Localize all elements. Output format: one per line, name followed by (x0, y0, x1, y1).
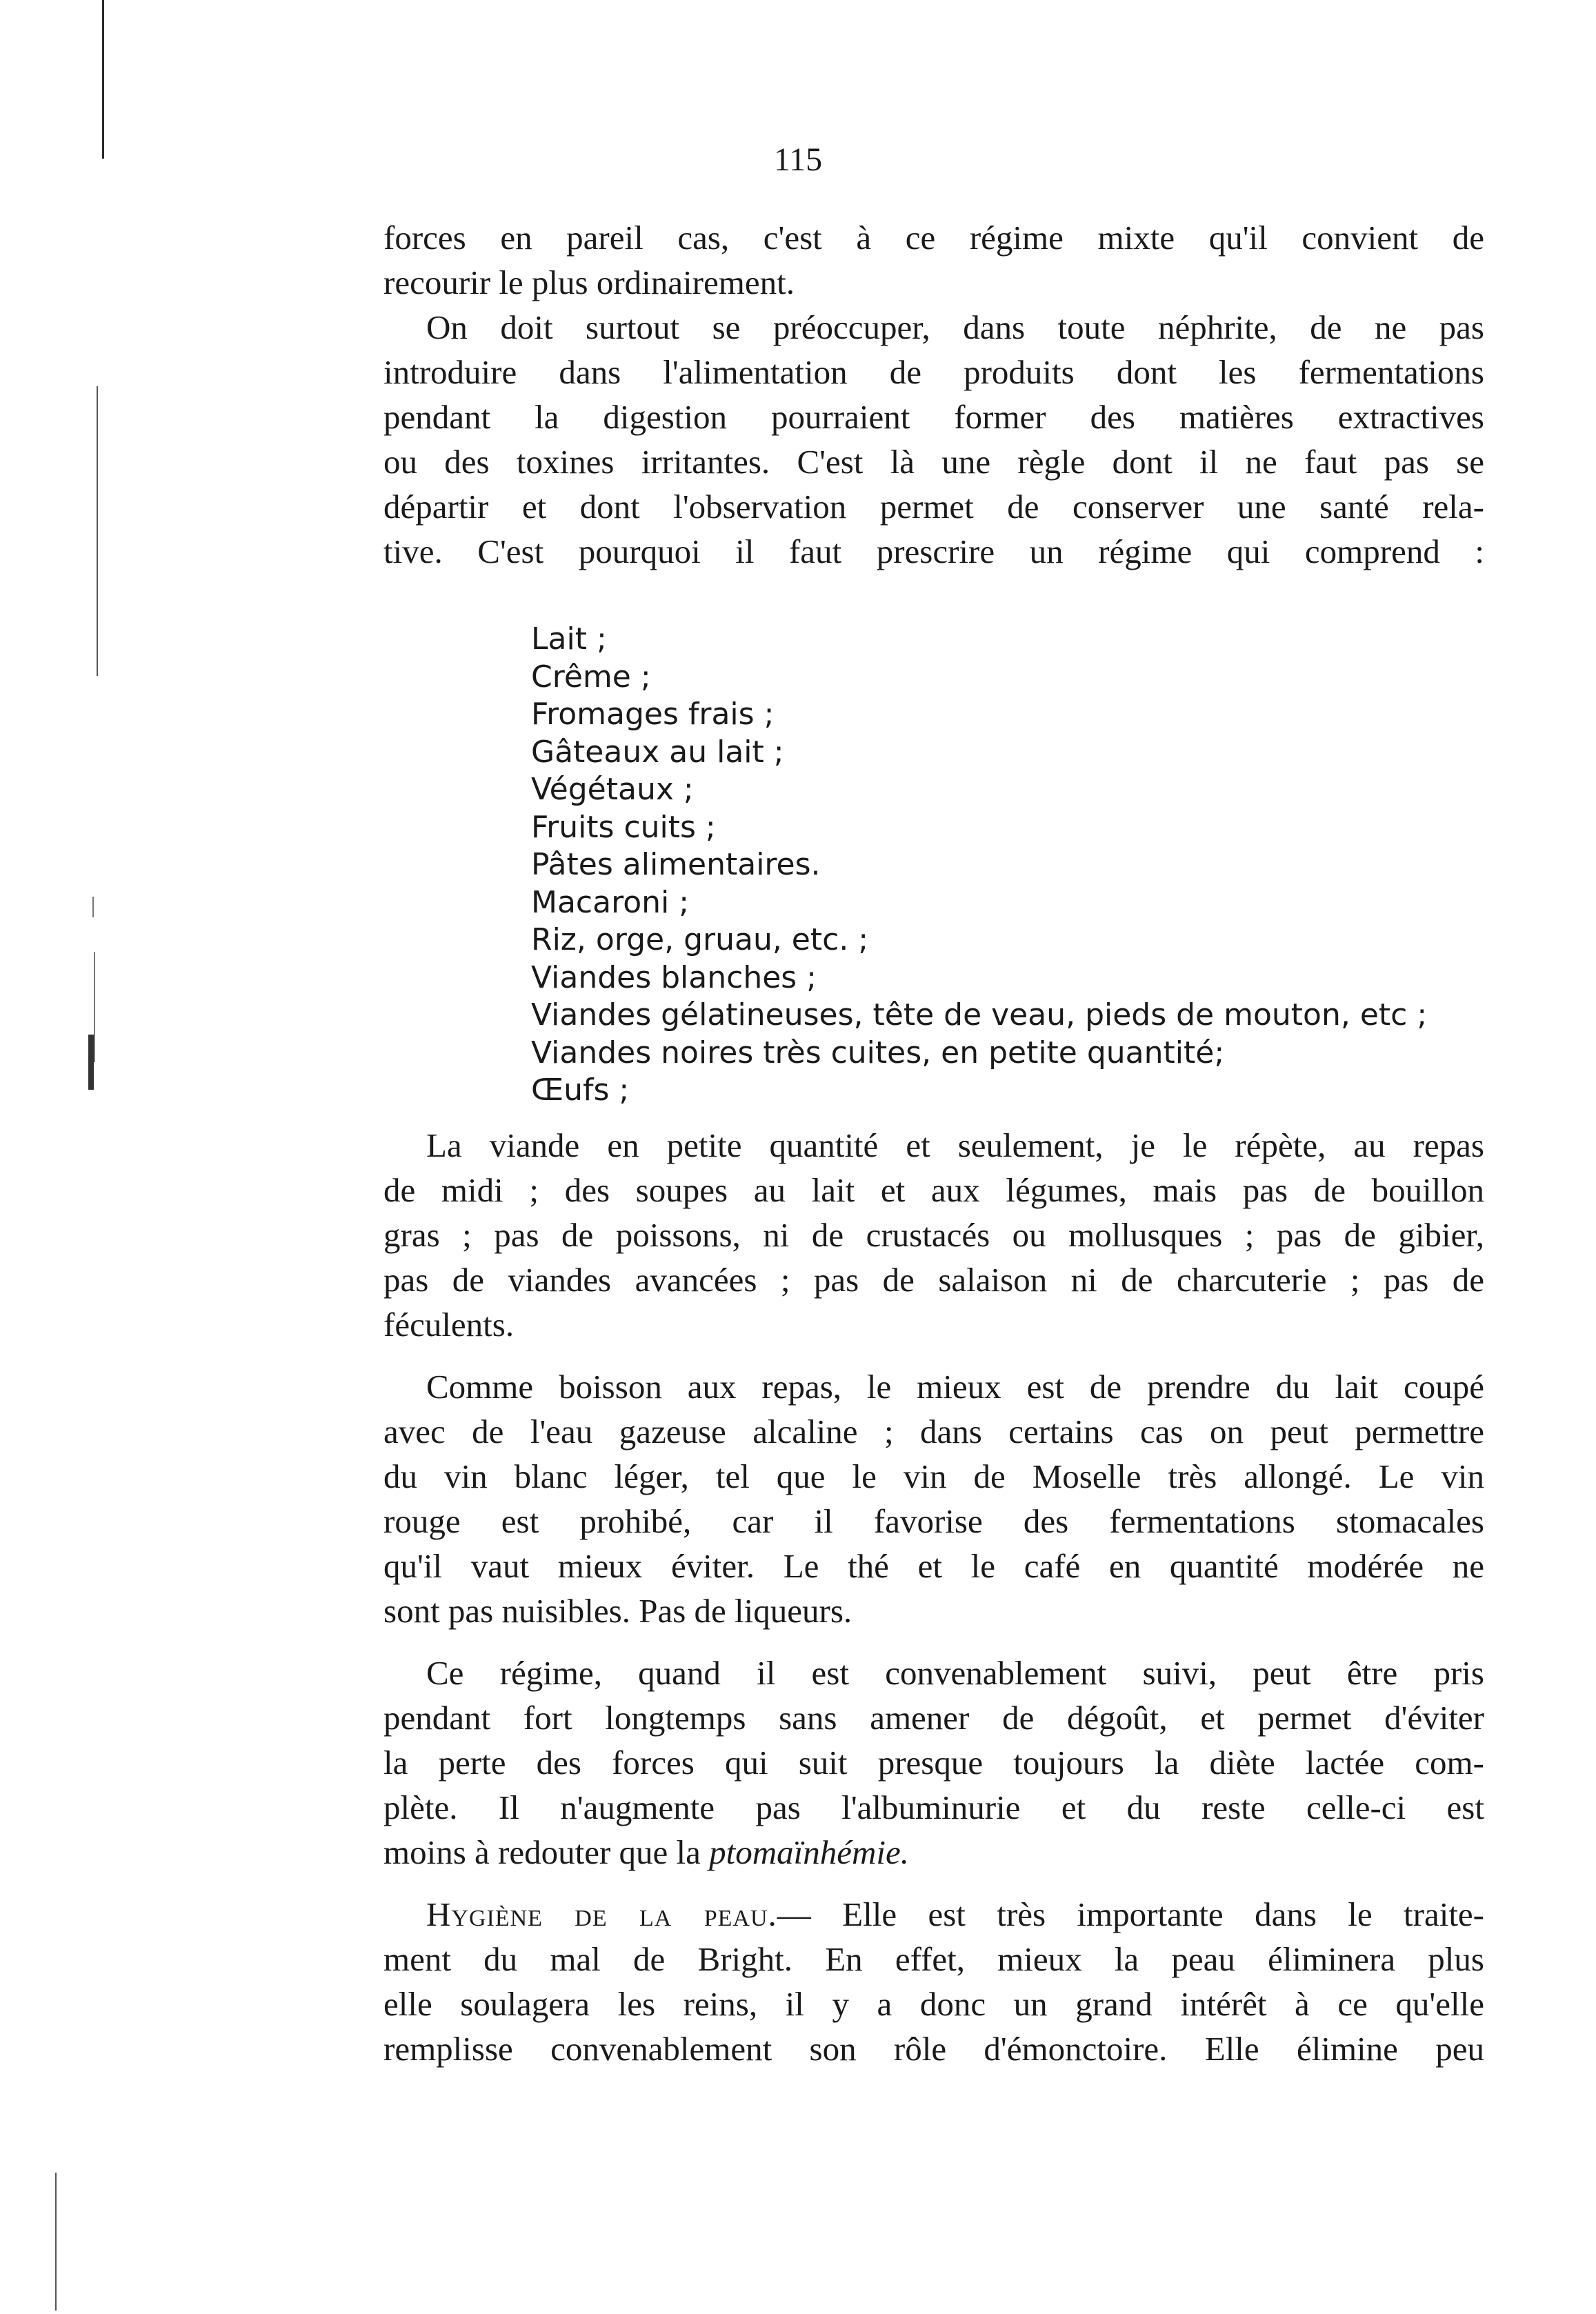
list-item: Fromages frais ; (531, 697, 775, 732)
paragraph-meat (383, 1123, 1484, 1347)
scan-edge-mark (55, 2173, 57, 2311)
list-item: Œufs ; (531, 1073, 630, 1108)
text-line: avec de l'eau gazeuse alcaline ; dans certains cas on peut permettre (383, 1413, 1484, 1450)
page-number: 115 (773, 141, 823, 178)
text-line: forces en pareil cas, c'est à ce régime mixte qu'il convient de (383, 219, 1484, 257)
list-item: Viandes noires très cuites, en petite quantité; (531, 1035, 1225, 1070)
list-item: Pâtes alimentaires. (531, 847, 821, 882)
scan-edge-mark (94, 952, 95, 1062)
list-item: Gâteaux au lait ; (531, 734, 784, 770)
text-line: départir et dont l'observation permet de conserver une santé rela- (383, 488, 1484, 526)
paragraph-nephritis (383, 215, 1484, 574)
text-line: qu'il vaut mieux éviter. Le thé et le café en quantité modérée ne (383, 1547, 1484, 1585)
list-item: Fruits cuits ; (531, 809, 716, 845)
text-line: du vin blanc léger, tel que le vin de Moselle très allongé. Le vin (383, 1457, 1484, 1495)
text-line: pendant la digestion pourraient former des matières extractives (383, 398, 1484, 436)
scan-edge-mark (102, 0, 104, 159)
text-line: Ce régime, quand il est convenablement suivi, peut être pris (426, 1654, 1484, 1692)
text-line: ment du mal de Bright. En effet, mieux la peau éliminera plus (383, 1940, 1484, 1978)
text-line: On doit surtout se préoccuper, dans toute néphrite, de ne pas (426, 308, 1484, 346)
list-item: Crême ; (531, 659, 651, 695)
text-line: introduire dans l'alimentation de produits dont les fermentations (383, 353, 1484, 391)
text-line: pas de viandes avancées ; pas de salaison ni de charcuterie ; pas de (383, 1261, 1484, 1299)
list-item: Végétaux ; (531, 772, 694, 807)
text-line: recourir le plus ordinairement. (383, 263, 795, 301)
text-line (383, 1892, 1484, 1937)
italic-term: ptomaïnhémie. (709, 1833, 910, 1871)
text-line: tive. C'est pourquoi il faut prescrire un régime qui comprend : (383, 532, 1484, 570)
text-line: plète. Il n'augmente pas l'albuminurie et du reste celle-ci est (383, 1788, 1484, 1826)
text-fragment: moins à redouter que la (383, 1833, 710, 1871)
list-item: Viandes blanches ; (531, 959, 817, 995)
text-line: de midi ; des soupes au lait et aux légumes, mais pas de bouillon (383, 1171, 1484, 1209)
section-heading: Hygiène de la peau. (426, 1895, 777, 1933)
text-line: remplisse convenablement son rôle d'émonctoire. Elle élimine peu (383, 2030, 1484, 2068)
list-item: Macaroni ; (531, 884, 690, 920)
scan-edge-mark (97, 386, 98, 676)
text-line: sont pas nuisibles. Pas de liqueurs. (383, 1592, 852, 1630)
list-item: Lait ; (531, 621, 607, 657)
text-line: La viande en petite quantité et seulement, je le répète, au repas (426, 1126, 1484, 1164)
list-item: Viandes gélatineuses, tête de veau, pieds de mouton, etc ; (531, 997, 1428, 1033)
text-line: gras ; pas de poissons, ni de crustacés ou mollusques ; pas de gibier, (383, 1216, 1484, 1254)
text-line: la perte des forces qui suit presque toujours la diète lactée com- (383, 1744, 1484, 1782)
paragraph-regime (383, 1650, 1484, 1875)
list-item: Riz, orge, gruau, etc. ; (531, 922, 869, 957)
paragraph-skin-hygiene (383, 1892, 1484, 2071)
text-line (383, 1830, 1484, 1875)
text-line: pendant fort longtemps sans amener de dégoût, et permet d'éviter (383, 1699, 1484, 1737)
text-line: rouge est prohibé, car il favorise des fermentations stomacales (383, 1502, 1484, 1540)
diet-list (531, 621, 1497, 1110)
text-line: Comme boisson aux repas, le mieux est de prendre du lait coupé (426, 1368, 1484, 1406)
paragraph-drink (383, 1364, 1484, 1633)
scan-edge-mark (88, 1035, 94, 1090)
scan-edge-mark (92, 897, 94, 917)
text-line: ou des toxines irritantes. C'est là une règle dont il ne faut pas se (383, 443, 1484, 481)
text-line: elle soulagera les reins, il y a donc un grand intérêt à ce qu'elle (383, 1985, 1484, 2023)
text-fragment: — Elle est très importante dans le traite- (777, 1895, 1484, 1933)
text-line: féculents. (383, 1306, 515, 1344)
